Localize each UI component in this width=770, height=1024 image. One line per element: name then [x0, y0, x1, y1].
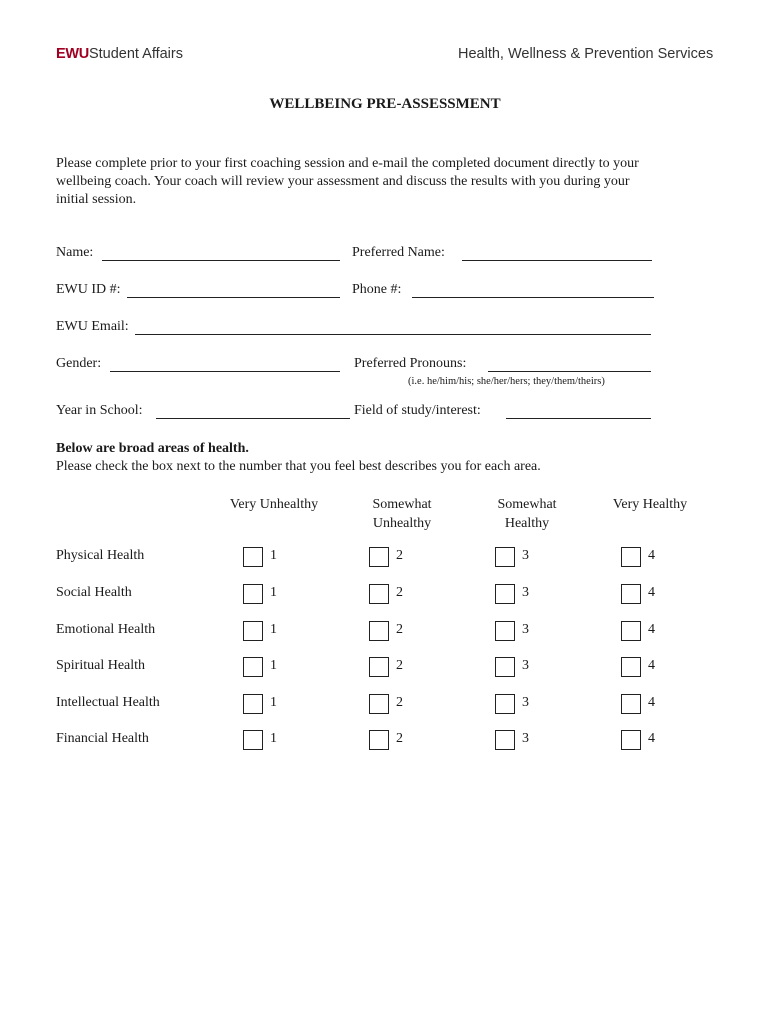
checkbox-intellectual-health-3[interactable] [495, 694, 515, 714]
header-brand [56, 46, 183, 62]
pronoun-hint: (i.e. he/him/his; she/her/hers; they/them/theirs) [408, 376, 605, 387]
scale-number: 3 [522, 695, 529, 710]
row-label-physical-health: Physical Health [56, 548, 145, 563]
scale-number: 1 [270, 585, 277, 600]
checkbox-social-health-4[interactable] [621, 584, 641, 604]
checkbox-intellectual-health-4[interactable] [621, 694, 641, 714]
row-label-spiritual-health: Spiritual Health [56, 658, 146, 673]
phone-input-line[interactable] [412, 297, 654, 298]
name-label: Name: [56, 245, 94, 260]
col-very-unhealthy: Very Unhealthy [229, 497, 319, 512]
scale-number: 2 [396, 585, 403, 600]
scale-number: 4 [648, 731, 655, 746]
checkbox-emotional-health-4[interactable] [621, 621, 641, 641]
checkbox-financial-health-4[interactable] [621, 730, 641, 750]
col-very-healthy: Very Healthy [612, 497, 688, 512]
intro-paragraph: Please complete prior to your first coaching session and e-mail the completed document directly to your wellbeing coach. Your coach will review your assessment and discuss the results with you during your initial session. [56, 156, 639, 207]
scale-number: 1 [270, 548, 277, 563]
department-label: Health, Wellness & Prevention Services [458, 46, 714, 62]
checkbox-physical-health-1[interactable] [243, 547, 263, 567]
scale-number: 1 [270, 695, 277, 710]
scale-number: 1 [270, 658, 277, 673]
preferred-name-input-line[interactable] [462, 260, 652, 261]
scale-number: 3 [522, 548, 529, 563]
ewu-id-input-line[interactable] [127, 297, 340, 298]
student-affairs-label: Student Affairs [88, 46, 183, 62]
scale-number: 3 [522, 658, 529, 673]
col-somewhat-healthy: Somewhat Healthy [497, 497, 557, 531]
checkbox-financial-health-1[interactable] [243, 730, 263, 750]
checkbox-financial-health-3[interactable] [495, 730, 515, 750]
scale-number: 2 [396, 658, 403, 673]
year-input-line[interactable] [156, 418, 350, 419]
field-of-study-input-line[interactable] [506, 418, 651, 419]
scale-number: 4 [648, 658, 655, 673]
assessment-heading: Below are broad areas of health. [56, 441, 249, 456]
checkbox-social-health-3[interactable] [495, 584, 515, 604]
row-label-financial-health: Financial Health [56, 731, 149, 746]
checkbox-intellectual-health-1[interactable] [243, 694, 263, 714]
email-input-line[interactable] [135, 334, 651, 335]
checkbox-social-health-2[interactable] [369, 584, 389, 604]
page-title: WELLBEING PRE-ASSESSMENT [269, 96, 501, 112]
scale-number: 3 [522, 622, 529, 637]
ewu-id-label: EWU ID #: [56, 282, 121, 297]
checkbox-physical-health-4[interactable] [621, 547, 641, 567]
scale-number: 3 [522, 731, 529, 746]
scale-number: 2 [396, 731, 403, 746]
scale-number: 4 [648, 548, 655, 563]
name-input-line[interactable] [102, 260, 340, 261]
scale-number: 2 [396, 622, 403, 637]
scale-number: 1 [270, 622, 277, 637]
scale-number: 2 [396, 548, 403, 563]
scale-number: 4 [648, 585, 655, 600]
ewu-logo: EWU [56, 46, 89, 62]
scale-number: 3 [522, 585, 529, 600]
checkbox-intellectual-health-2[interactable] [369, 694, 389, 714]
field-of-study-label: Field of study/interest: [354, 403, 481, 418]
gender-input-line[interactable] [110, 371, 340, 372]
email-label: EWU Email: [56, 319, 129, 334]
scale-number: 4 [648, 695, 655, 710]
checkbox-social-health-1[interactable] [243, 584, 263, 604]
checkbox-financial-health-2[interactable] [369, 730, 389, 750]
checkbox-spiritual-health-4[interactable] [621, 657, 641, 677]
gender-label: Gender: [56, 356, 102, 371]
scale-number: 2 [396, 695, 403, 710]
checkbox-emotional-health-2[interactable] [369, 621, 389, 641]
row-label-emotional-health: Emotional Health [56, 622, 156, 637]
checkbox-spiritual-health-1[interactable] [243, 657, 263, 677]
scale-number: 4 [648, 622, 655, 637]
checkbox-emotional-health-3[interactable] [495, 621, 515, 641]
phone-label: Phone #: [352, 282, 402, 297]
pronouns-label: Preferred Pronouns: [354, 356, 467, 371]
row-label-intellectual-health: Intellectual Health [56, 695, 160, 710]
assessment-instruction: Please check the box next to the number that you feel best describes you for each area. [56, 459, 541, 474]
checkbox-spiritual-health-3[interactable] [495, 657, 515, 677]
row-label-social-health: Social Health [56, 585, 132, 600]
checkbox-physical-health-2[interactable] [369, 547, 389, 567]
checkbox-spiritual-health-2[interactable] [369, 657, 389, 677]
scale-number: 1 [270, 731, 277, 746]
year-label: Year in School: [56, 403, 143, 418]
preferred-name-label: Preferred Name: [352, 245, 445, 260]
checkbox-emotional-health-1[interactable] [243, 621, 263, 641]
col-somewhat-unhealthy: Somewhat Unhealthy [372, 497, 432, 531]
checkbox-physical-health-3[interactable] [495, 547, 515, 567]
pronouns-input-line[interactable] [488, 371, 651, 372]
